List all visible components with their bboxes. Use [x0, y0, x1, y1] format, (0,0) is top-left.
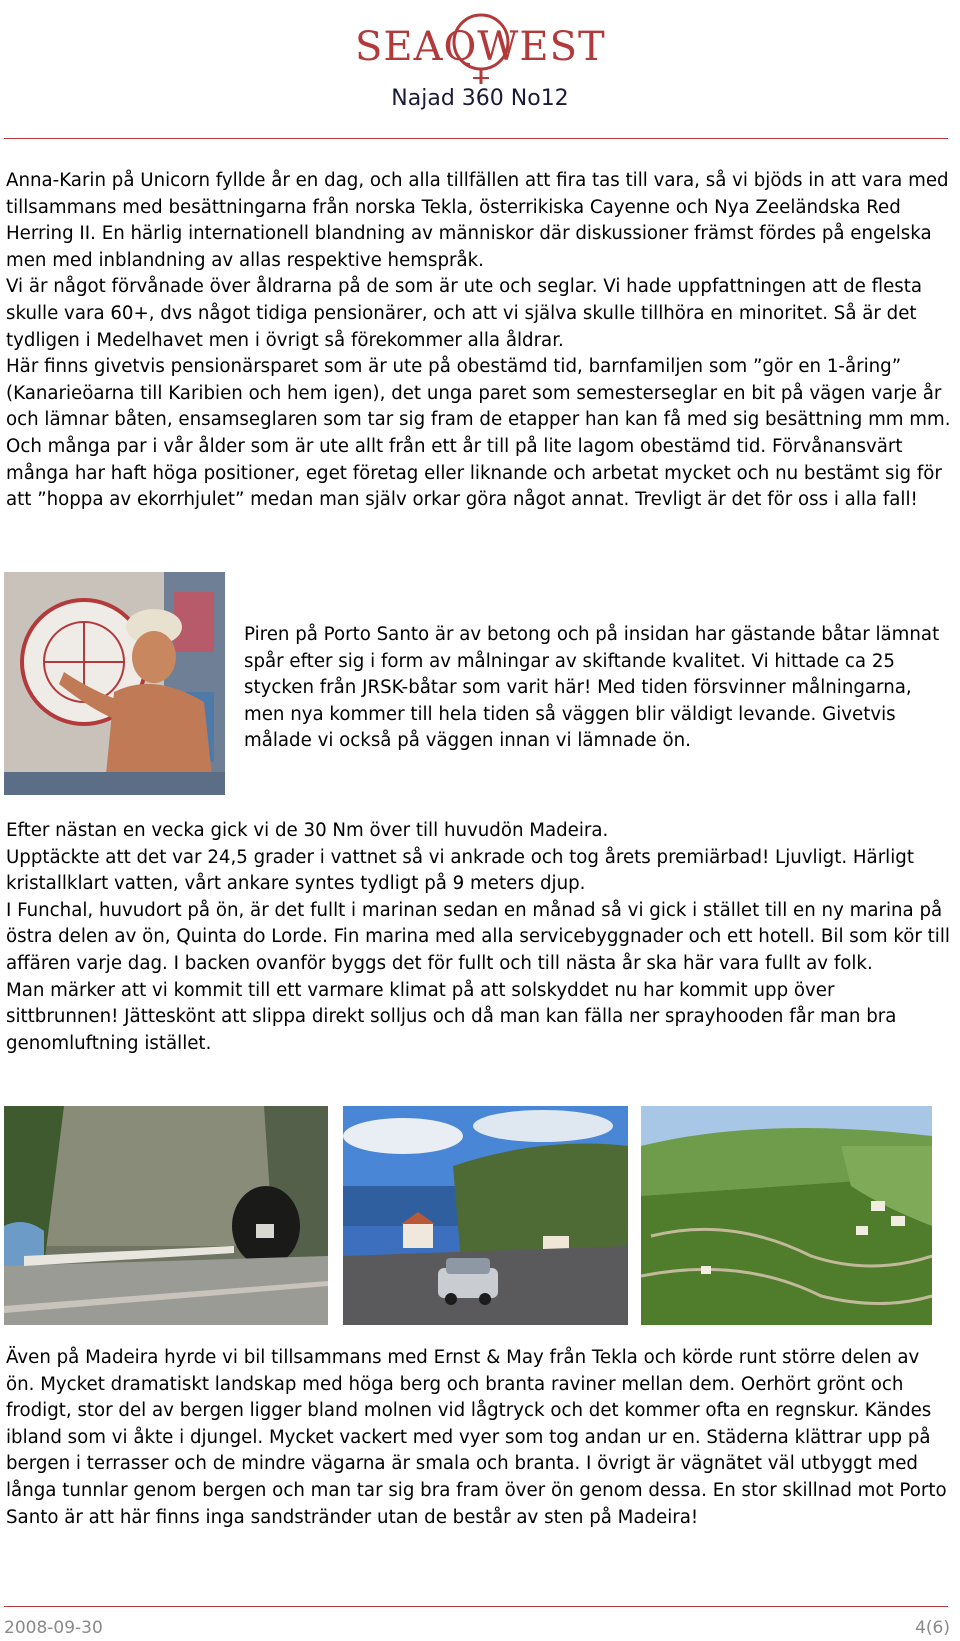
- paragraph-porto-santo-pier: Piren på Porto Santo är av betong och på insidan har gästande båtar lämnat spår efter sig i form av målningar av skiftande kvalitet. Vi hittade ca 25 stycken från JRSK-båtar som varit här! Med tiden försvinner målningarna, men nya kommer till hela tiden så väggen blir väldigt levande. Givetvis målade vi också på väggen innan vi lämnade ön.: [244, 624, 940, 752]
- footer-page-number: 4(6): [915, 1618, 950, 1638]
- seaqwest-logo: [355, 8, 605, 86]
- logo-wordmark: SEAQWEST: [355, 24, 606, 70]
- footer-divider: [4, 1606, 948, 1607]
- page-header: [0, 0, 960, 140]
- paragraph-madeira-arrival: Efter nästan en vecka gick vi de 30 Nm över till huvudön Madeira. Upptäckte att det var 24,5 grader i vattnet så vi ankrade och tog årets premiärbad! Ljuvligt. Härligt kristallklart vatten, vårt ankare syntes tydligt på 9 meters djup. I Funchal, huvudort på ön, är det fullt i marinan sedan en månad så vi gick i stället till en ny marina på östra delen av ön, Quinta do Lorde. Fin marina med alla servicebyggnader och ett hotell. Bil som kör till affären varje dag. I backen ovanför byggs det för fullt och till nästa år ska här vara fullt av folk. Man märker att vi kommit till ett varmare klimat på att solskyddet nu har kommit upp över sittbrunnen! Jätteskönt att slippa direkt solljus och då man kan fälla ner sprayhooden får man bra genomluftning istället.: [6, 820, 950, 1054]
- photo-road-tunnel: [4, 1106, 328, 1325]
- paragraph-madeira-drive: Även på Madeira hyrde vi bil tillsammans med Ernst & May från Tekla och körde runt större delen av ön. Mycket dramatiskt landskap med höga berg och branta raviner mellan dem. Oerhört grönt och frodigt, stor del av bergen ligger bland molnen vid lågtryck och det kommer ofta en regnskur. Kändes ibland som vi åkte i djungel. Mycket vackert med vyer som tog andan ur en. Städerna klättrar upp på bergen i terrasser och de mindre vägarna är smala och branta. I övrigt är vägnätet väl utbyggt med långa tunnlar genom bergen och man tar sig bra fram över ön genom dessa. En stor skillnad mot Porto Santo är att här finns inga sandstränder utan de består av sten på Madeira!: [6, 1347, 947, 1528]
- footer-date: 2008-09-30: [4, 1618, 103, 1638]
- page-subtitle: Najad 360 No12: [391, 86, 569, 111]
- paragraph-birthday-and-ages: Anna-Karin på Unicorn fyllde år en dag, och alla tillfällen att fira tas till vara, så vi bjöds in att vara med tillsammans med besättningarna från norska Tekla, österrikiska Cayenne och Nya Zeeländska Red Herring II. En härlig internationell blandning av människor där diskussioner främst fördes på engelska men med inblandning av allas respektive hemspråk. Vi är något förvånade över åldrarna på de som är ute och seglar. Vi hade uppfattningen att de flesta skulle vara 60+, dvs något tidiga pensionärer, och att vi själva skulle tillhöra en minoritet. Så är det tydligen i Medelhavet men i övrigt så förekommer alla åldrar. Här finns givetvis pensionärsparet som är ute på obestämd tid, barnfamiljen som ”gör en 1-åring” (Kanarieöarna till Karibien och hem igen), det unga paret som semesterseglar en bit på vägen varje år och lämnar båten, ensamseglaren som tar sig fram de etapper han kan få med sig besättning mm mm. Och många par i vår ålder som är ute allt från ett år till på lite lagom obestämd tid. Förvånansvärt många har haft höga positioner, eget företag eller liknande och arbetat mycket och nu bestämt sig för att ”hoppa av ekorrhjulet” medan man själv orkar göra något annat. Trevligt är det för oss i alla fall!: [6, 170, 951, 511]
- header-divider: [4, 138, 948, 139]
- photo-coastal-road-car: [343, 1106, 628, 1325]
- photo-green-terraces: [641, 1106, 932, 1325]
- photo-painting-pier-wall: [4, 572, 225, 795]
